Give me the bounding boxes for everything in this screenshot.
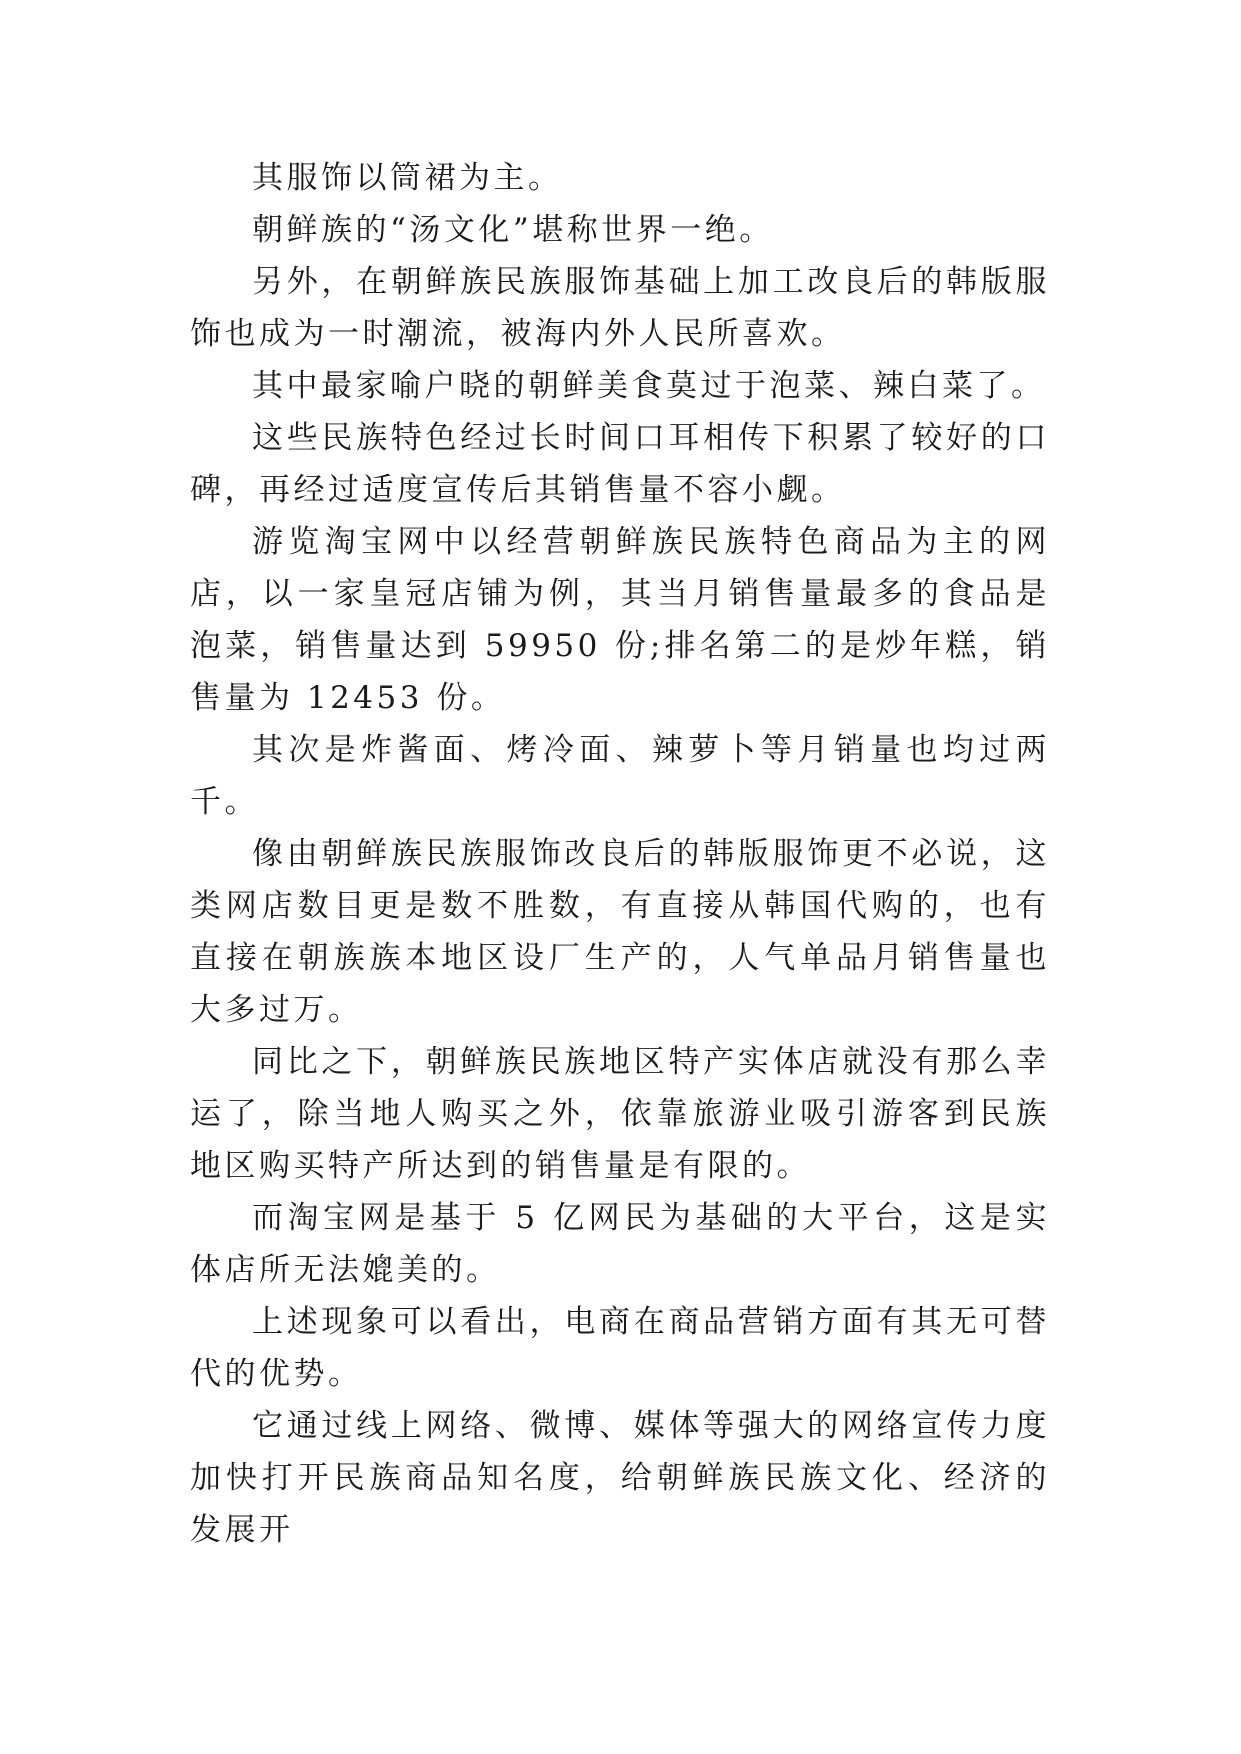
- paragraph: 另外，在朝鲜族民族服饰基础上加工改良后的韩版服饰也成为一时潮流，被海内外人民所喜欢。: [190, 264, 1050, 352]
- paragraph: 这些民族特色经过长时间口耳相传下积累了较好的口碑，再经过适度宣传后其销售量不容小觑。: [190, 420, 1050, 508]
- paragraph: 其次是炸酱面、烤冷面、辣萝卜等月销量也均过两千。: [190, 732, 1050, 820]
- paragraph: 同比之下，朝鲜族民族地区特产实体店就没有那么幸运了，除当地人购买之外，依靠旅游业吸引游客到民族地区购买特产所达到的销售量是有限的。: [190, 1044, 1050, 1184]
- paragraph: 游览淘宝网中以经营朝鲜族民族特色商品为主的网店，以一家皇冠店铺为例，其当月销售量最多的食品是泡菜，销售量达到 59950 份;排名第二的是炒年糕，销售量为 12453 份。: [190, 524, 1050, 716]
- paragraph: 朝鲜族的“汤文化”堪称世界一绝。: [252, 212, 774, 248]
- paragraph: 其中最家喻户晓的朝鲜美食莫过于泡菜、辣白菜了。: [252, 368, 1046, 404]
- paragraph: 而淘宝网是基于 5 亿网民为基础的大平台，这是实体店所无法媲美的。: [190, 1200, 1050, 1288]
- document-body: [190, 152, 1050, 1556]
- paragraph: 其服饰以筒裙为主。: [252, 160, 563, 196]
- paragraph: 它通过线上网络、微博、媒体等强大的网络宣传力度加快打开民族商品知名度，给朝鲜族民族文化、经济的发展开: [190, 1408, 1050, 1548]
- paragraph: 上述现象可以看出，电商在商品营销方面有其无可替代的优势。: [190, 1304, 1050, 1392]
- paragraph: 像由朝鲜族民族服饰改良后的韩版服饰更不必说，这类网店数目更是数不胜数，有直接从韩国代购的，也有直接在朝族族本地区设厂生产的，人气单品月销售量也大多过万。: [190, 836, 1050, 1028]
